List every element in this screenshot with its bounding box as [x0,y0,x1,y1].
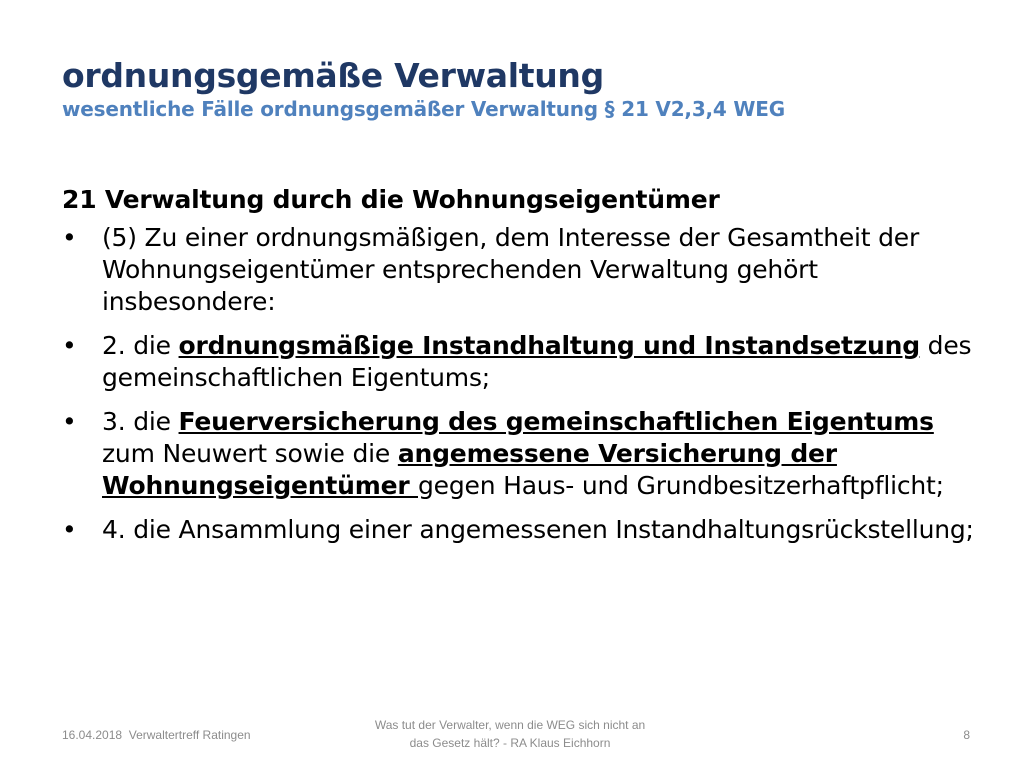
bullet-item-2 [62,330,982,394]
slide-content [62,184,982,558]
bullet-icon: • [62,407,77,436]
bullet-icon: • [62,515,77,544]
footer-center-line-1: Was tut der Verwalter, wenn die WEG sich nicht an [374,718,646,732]
bullet-icon: • [62,223,77,252]
footer-date: 16.04.2018 [62,728,123,742]
footer-center-text [340,716,680,752]
bullet-item-1 [62,222,982,318]
page-number: 8 [963,728,970,742]
bullet-text: 4. die Ansammlung einer angemessenen Instandhaltungsrückstellung; [102,515,974,544]
bullet-text-pre: 2. die [102,331,179,360]
slide-subtitle: wesentliche Fälle ordnungsgemäßer Verwaltung § 21 V2,3,4 WEG [62,97,785,121]
bullet-text-post: des gemeinschaftlichen Eigentums; [102,331,972,392]
bullet-text-pre: 3. die [102,407,179,436]
bullet-icon: • [62,331,77,360]
bullet-text-mid: zum Neuwert sowie die [102,439,398,468]
bullet-list [62,222,982,546]
slide-header [62,56,982,122]
bullet-text-post: gegen Haus- und Grundbesitzerhaftpflicht; [418,471,944,500]
section-heading: 21 Verwaltung durch die Wohnungseigentümer [62,185,720,214]
bullet-item-3 [62,406,982,502]
bullet-emphasis: angemessene Versicherung der Wohnungseigentümer [102,439,837,500]
bullet-emphasis: ordnungsmäßige Instandhaltung und Instandsetzung [178,331,920,360]
slide-title: ordnungsgemäße Verwaltung [62,56,604,95]
bullet-text: (5) Zu einer ordnungsmäßigen, dem Interesse der Gesamtheit der Wohnungseigentümer entsprechenden Verwaltung gehört insbesondere: [102,223,920,316]
footer-event: Verwaltertreff Ratingen [128,728,251,742]
bullet-item-4 [62,514,982,546]
bullet-emphasis: Feuerversicherung des gemeinschaftlichen Eigentums [178,407,934,436]
footer-date-event [62,728,251,742]
footer-center-line-2: das Gesetz hält? - RA Klaus Eichhorn [409,736,611,750]
